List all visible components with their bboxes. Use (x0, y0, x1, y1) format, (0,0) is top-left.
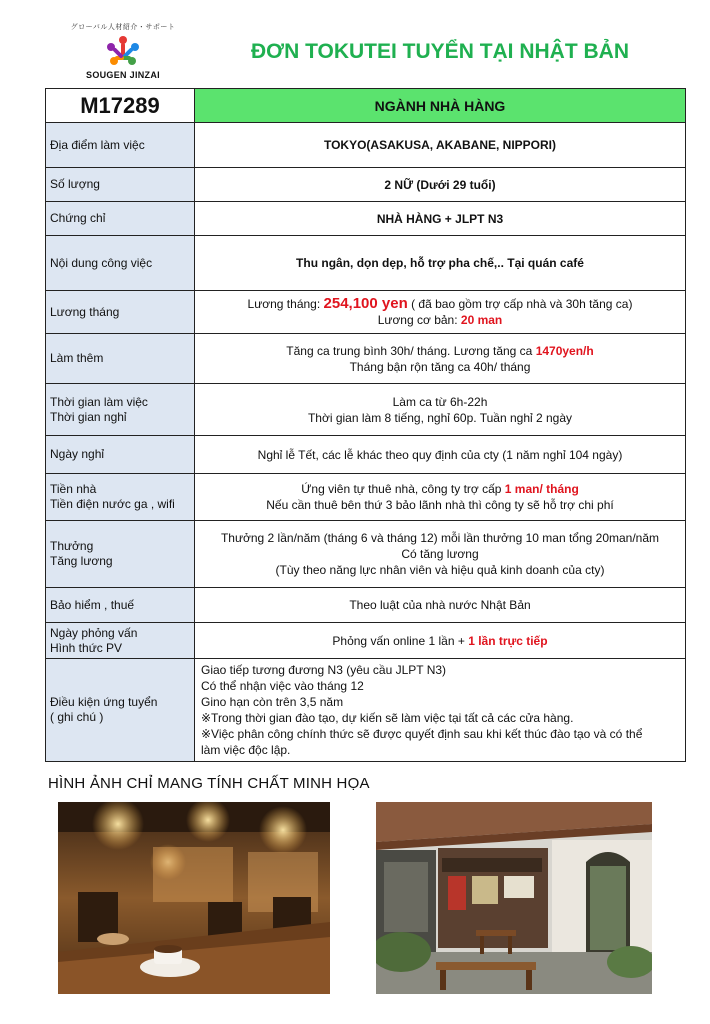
overtime-label: Làm thêm (46, 334, 195, 384)
condition-line: ※Trong thời gian đào tạo, dự kiến sẽ làm việc tại tất cả các cửa hàng. (201, 711, 574, 725)
housing-line2: Nếu cần thuê bên thứ 3 bảo lãnh nhà thì công ty sẽ hỗ trợ chi phí (266, 498, 614, 512)
working-time-label (46, 384, 195, 436)
housing-allowance: 1 man/ tháng (504, 482, 579, 496)
row-days-off (46, 436, 686, 474)
condition-line: làm việc độc lập. (201, 743, 291, 757)
quantity-value: 2 NỮ (Dưới 29 tuổi) (195, 168, 686, 202)
row-salary (46, 291, 686, 334)
condition-line: Gino hạn còn trên 3,5 năm (201, 695, 344, 709)
condition-line: ※Việc phân công chính thức sẽ được quyết định sau khi kết thúc đào tạo và có thể (201, 727, 643, 741)
interview-label-2: Hình thức PV (50, 640, 123, 655)
housing-line1-prefix: Ứng viên tự thuê nhà, công ty trợ cấp (301, 482, 505, 496)
salary-line1-suffix: ( đã bao gồm trợ cấp nhà và 30h tăng ca) (407, 297, 633, 311)
condition-line: Giao tiếp tương đương N3 (yêu cầu JLPT N3) (201, 663, 447, 677)
working-time-value (195, 384, 686, 436)
bonus-line2: Có tăng lương (401, 547, 479, 561)
row-interview (46, 623, 686, 659)
certificate-label: Chứng chỉ (46, 202, 195, 236)
logo-arc-text: グローバル人材紹介・サポート (70, 24, 176, 31)
job-content-value: Thu ngân, dọn dẹp, hỗ trợ pha chế,.. Tại quán café (195, 236, 686, 291)
working-time-label-1: Thời gian làm việc (50, 394, 148, 409)
quantity-label: Số lượng (46, 168, 195, 202)
overtime-rate: 1470yen/h (535, 343, 594, 358)
interview-label-1: Ngày phỏng vấn (50, 625, 138, 640)
conditions-label-1: Điều kiện ứng tuyển (50, 695, 158, 709)
row-job-content (46, 236, 686, 291)
row-bonus (46, 521, 686, 588)
row-quantity (46, 168, 686, 202)
location-value: TOKYO(ASAKUSA, AKABANE, NIPPORI) (195, 123, 686, 168)
salary-value (195, 291, 686, 334)
interview-prefix: Phỏng vấn online 1 lần + (332, 633, 469, 648)
row-overtime (46, 334, 686, 384)
conditions-value (195, 659, 686, 762)
row-certificate (46, 202, 686, 236)
location-label: Địa điểm làm việc (46, 123, 195, 168)
salary-line1-prefix: Lương tháng: (247, 297, 324, 311)
insurance-value: Theo luật của nhà nước Nhật Bản (195, 588, 686, 623)
working-time-line1: Làm ca từ 6h-22h (392, 394, 488, 409)
logo-name: SOUGEN JINZAI (86, 70, 160, 80)
interview-value (195, 623, 686, 659)
restaurant-courtyard-photo (376, 802, 652, 994)
days-off-label: Ngày nghỉ (46, 436, 195, 474)
salary-label: Lương tháng (46, 291, 195, 334)
housing-label-1: Tiền nhà (50, 482, 97, 496)
row-housing (46, 474, 686, 521)
housing-value (195, 474, 686, 521)
job-details-table (45, 88, 686, 762)
days-off-value: Nghỉ lễ Tết, các lễ khác theo quy định của cty (1 năm nghỉ 104 ngày) (195, 436, 686, 474)
working-time-line2: Thời gian làm 8 tiếng, nghỉ 60p. Tuần nghỉ 2 ngày (307, 410, 573, 425)
housing-label (46, 474, 195, 521)
condition-line: Có thể nhận việc vào tháng 12 (201, 679, 364, 693)
job-code: M17289 (46, 89, 195, 123)
interview-label (46, 623, 195, 659)
overtime-line1-prefix: Tăng ca trung bình 30h/ tháng. Lương tăng ca (286, 343, 536, 358)
insurance-label: Bảo hiểm , thuế (46, 588, 195, 623)
job-content-label: Nội dung công việc (46, 236, 195, 291)
bonus-label-1: Thưởng (50, 539, 94, 553)
row-insurance (46, 588, 686, 623)
cafe-interior-photo (58, 802, 330, 994)
people-circle-icon (102, 32, 144, 72)
overtime-line2: Tháng bận rộn tăng ca 40h/ tháng (349, 359, 531, 374)
housing-label-2: Tiền điện nước ga , wifi (50, 497, 175, 511)
row-location (46, 123, 686, 168)
company-logo (68, 22, 178, 84)
bonus-line1: Thưởng 2 lần/năm (tháng 6 và tháng 12) mỗi lần thưởng 10 man tổng 20man/năm (220, 531, 660, 545)
row-working-time (46, 384, 686, 436)
table-header-row (46, 89, 686, 123)
bonus-line3: (Tùy theo năng lực nhân viên và hiệu quả kinh doanh của cty) (275, 563, 605, 577)
illustration-caption: HÌNH ẢNH CHỈ MANG TÍNH CHẤT MINH HỌA (48, 775, 370, 792)
base-salary-prefix: Lương cơ bản: (377, 313, 461, 327)
conditions-label-2: ( ghi chú ) (50, 710, 104, 724)
bonus-label-2: Tăng lương (50, 554, 113, 568)
base-salary-amount: 20 man (460, 313, 503, 327)
page-title: ĐƠN TOKUTEI TUYỂN TẠI NHẬT BẢN (250, 40, 630, 63)
row-conditions (46, 659, 686, 762)
certificate-value: NHÀ HÀNG + JLPT N3 (195, 202, 686, 236)
interview-highlight: 1 lần trực tiếp (468, 633, 548, 648)
salary-amount: 254,100 yen (323, 295, 408, 312)
conditions-label (46, 659, 195, 762)
overtime-value (195, 334, 686, 384)
bonus-label (46, 521, 195, 588)
bonus-value (195, 521, 686, 588)
job-industry: NGÀNH NHÀ HÀNG (195, 89, 686, 123)
working-time-label-2: Thời gian nghỉ (50, 409, 127, 424)
